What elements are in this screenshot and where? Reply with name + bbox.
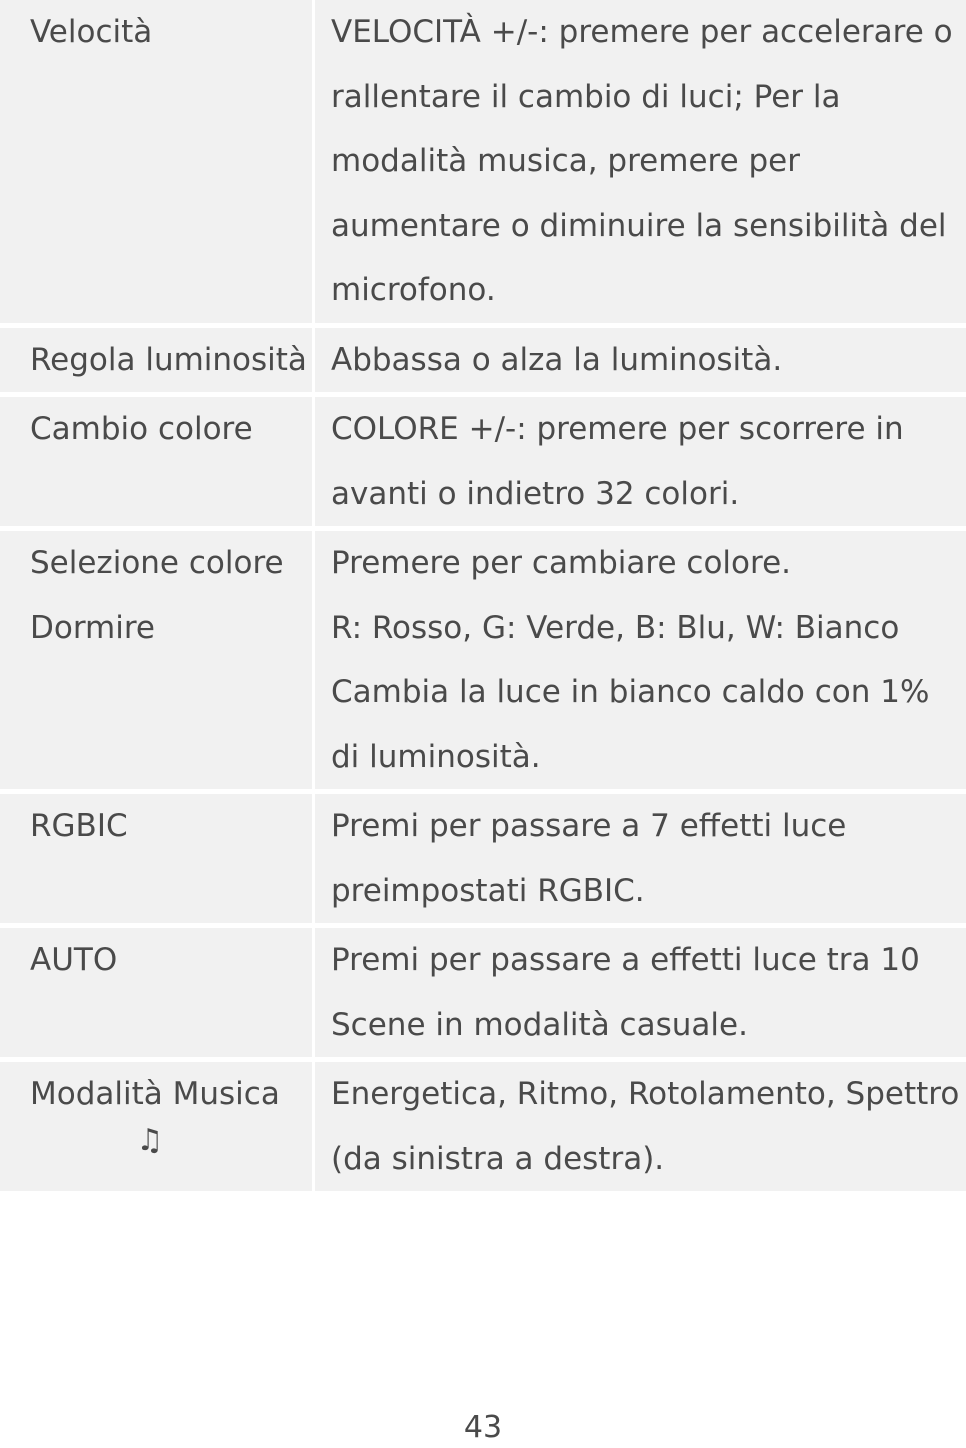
description-line: modalità musica, premere per: [331, 143, 800, 179]
label-line: Dormire: [30, 609, 155, 646]
row-label: [0, 0, 312, 323]
description-line: preimpostati RGBIC.: [331, 872, 645, 909]
table-row-color-change: [0, 397, 966, 526]
description-line: Energetica, Ritmo, Rotolamento, Spettro: [331, 1076, 960, 1112]
table-row-brightness: [0, 328, 966, 393]
row-label: [0, 397, 312, 526]
description-line: aumentare o diminuire la sensibilità del: [331, 207, 947, 244]
label-line: AUTO: [30, 942, 118, 978]
table-row-music-mode: [0, 1062, 966, 1191]
row-description: [315, 0, 966, 323]
row-description: [315, 1062, 966, 1191]
description-line: VELOCITÀ +/-: premere per accelerare o: [331, 14, 953, 50]
row-label: [0, 328, 312, 393]
music-note-icon: ♫: [136, 1122, 164, 1158]
description-line: Premi per passare a 7 effetti luce: [331, 808, 847, 844]
row-description: [315, 328, 966, 393]
table-row-auto: [0, 928, 966, 1057]
row-description: [315, 397, 966, 526]
table-row-rgbic: [0, 794, 966, 923]
row-label: [0, 928, 312, 1057]
page-number: 43: [463, 1410, 503, 1445]
table-row-color-select-sleep: [0, 531, 966, 789]
label-line: RGBIC: [30, 808, 128, 844]
row-description: [315, 531, 966, 789]
description-line: di luminosità.: [331, 738, 541, 775]
label-line: Modalità Musica: [30, 1076, 280, 1112]
description-line: (da sinistra a destra).: [331, 1140, 665, 1177]
description-line: rallentare il cambio di luci; Per la: [331, 78, 841, 115]
description-line: microfono.: [331, 272, 496, 308]
description-line: Premi per passare a effetti luce tra 10: [331, 942, 920, 978]
row-description: [315, 794, 966, 923]
row-label: [0, 531, 312, 789]
row-description: [315, 928, 966, 1057]
label-line: Cambio colore: [30, 411, 253, 447]
row-label: [0, 1062, 312, 1191]
label-line: Velocità: [30, 14, 153, 50]
label-line: Regola luminosità: [30, 341, 307, 378]
description-line: COLORE +/-: premere per scorrere in: [331, 411, 904, 447]
description-line: Premere per cambiare colore.: [331, 545, 791, 581]
description-line: Cambia la luce in bianco caldo con 1%: [331, 674, 930, 710]
description-line: Abbassa o alza la luminosità.: [331, 341, 783, 378]
description-line: R: Rosso, G: Verde, B: Blu, W: Bianco: [331, 609, 900, 646]
label-line: Selezione colore: [30, 545, 284, 581]
description-line: avanti o indietro 32 colori.: [331, 475, 740, 512]
row-label: [0, 794, 312, 923]
description-line: Scene in modalità casuale.: [331, 1006, 748, 1043]
table-row-speed: [0, 0, 966, 323]
